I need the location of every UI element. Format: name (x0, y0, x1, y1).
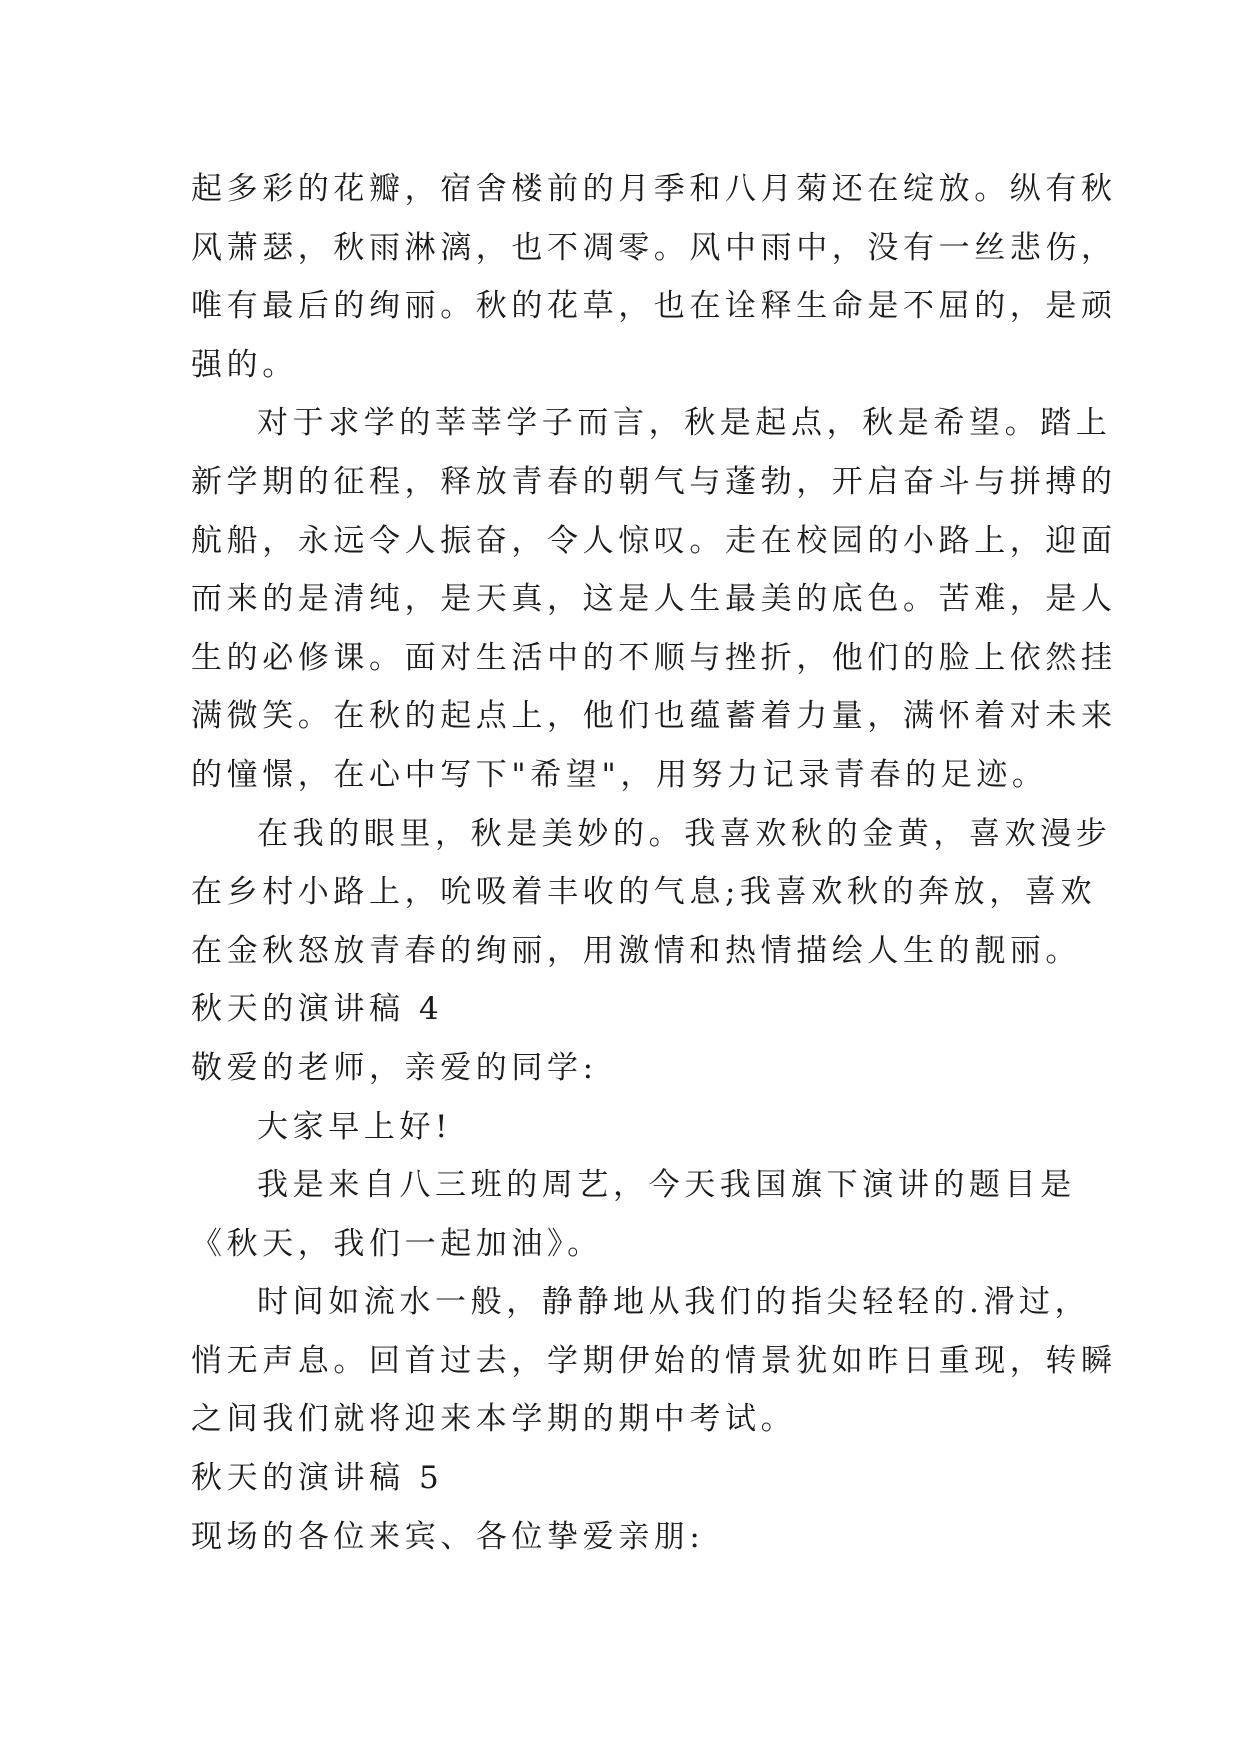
paragraph-line: 之间我们就将迎来本学期的期中考试。 (191, 1401, 797, 1438)
paragraph-line: 风萧瑟，秋雨淋漓，也不凋零。风中雨中，没有一丝悲伤， (191, 229, 1117, 266)
paragraph-line: 而来的是清纯，是天真，这是人生最美的底色。苦难，是人 (191, 581, 1117, 618)
section-heading: 秋天的演讲稿 4 (191, 991, 444, 1028)
paragraph-line: 的憧憬，在心中写下"希望"，用努力记录青春的足迹。 (191, 756, 1048, 793)
greeting-line: 大家早上好! (257, 1108, 453, 1145)
paragraph-line: 对于求学的莘莘学子而言，秋是起点，秋是希望。踏上 (257, 405, 1112, 442)
paragraph-line: 在我的眼里，秋是美妙的。我喜欢秋的金黄，喜欢漫步 (257, 815, 1112, 852)
paragraph-line: 起多彩的花瓣，宿舍楼前的月季和八月菊还在绽放。纵有秋 (191, 171, 1117, 207)
section-heading: 秋天的演讲稿 5 (191, 1460, 444, 1497)
paragraph-line: 生的必修课。面对生活中的不顺与挫折，他们的脸上依然挂 (191, 639, 1117, 676)
paragraph-line: 满微笑。在秋的起点上，他们也蕴蓄着力量，满怀着对未来 (191, 698, 1117, 735)
paragraph-line: 我是来自八三班的周艺，今天我国旗下演讲的题目是 (257, 1167, 1076, 1204)
paragraph-line: 在乡村小路上，吮吸着丰收的气息;我喜欢秋的奔放，喜欢 (191, 874, 1097, 911)
paragraph-line: 悄无声息。回首过去，学期伊始的情景犹如昨日重现，转瞬 (191, 1342, 1117, 1379)
paragraph-line: 强的。 (191, 346, 298, 383)
paragraph-line: 《秋天，我们一起加油》。 (191, 1225, 603, 1262)
paragraph-line: 唯有最后的绚丽。秋的花草，也在诠释生命是不屈的，是顽 (191, 288, 1117, 325)
paragraph-line: 航船，永远令人振奋，令人惊叹。走在校园的小路上，迎面 (191, 522, 1117, 559)
salutation-line: 现场的各位来宾、各位挚爱亲朋: (191, 1518, 705, 1555)
salutation-line: 敬爱的老师，亲爱的同学: (191, 1049, 598, 1086)
paragraph-line: 时间如流水一般，静静地从我们的指尖轻轻的.滑过， (257, 1284, 1091, 1321)
paragraph-line: 新学期的征程，释放青春的朝气与蓬勃，开启奋斗与拼搏的 (191, 463, 1117, 500)
paragraph-line: 在金秋怒放青春的绚丽，用激情和热情描绘人生的靓丽。 (191, 932, 1081, 969)
document-body (191, 160, 1117, 1566)
